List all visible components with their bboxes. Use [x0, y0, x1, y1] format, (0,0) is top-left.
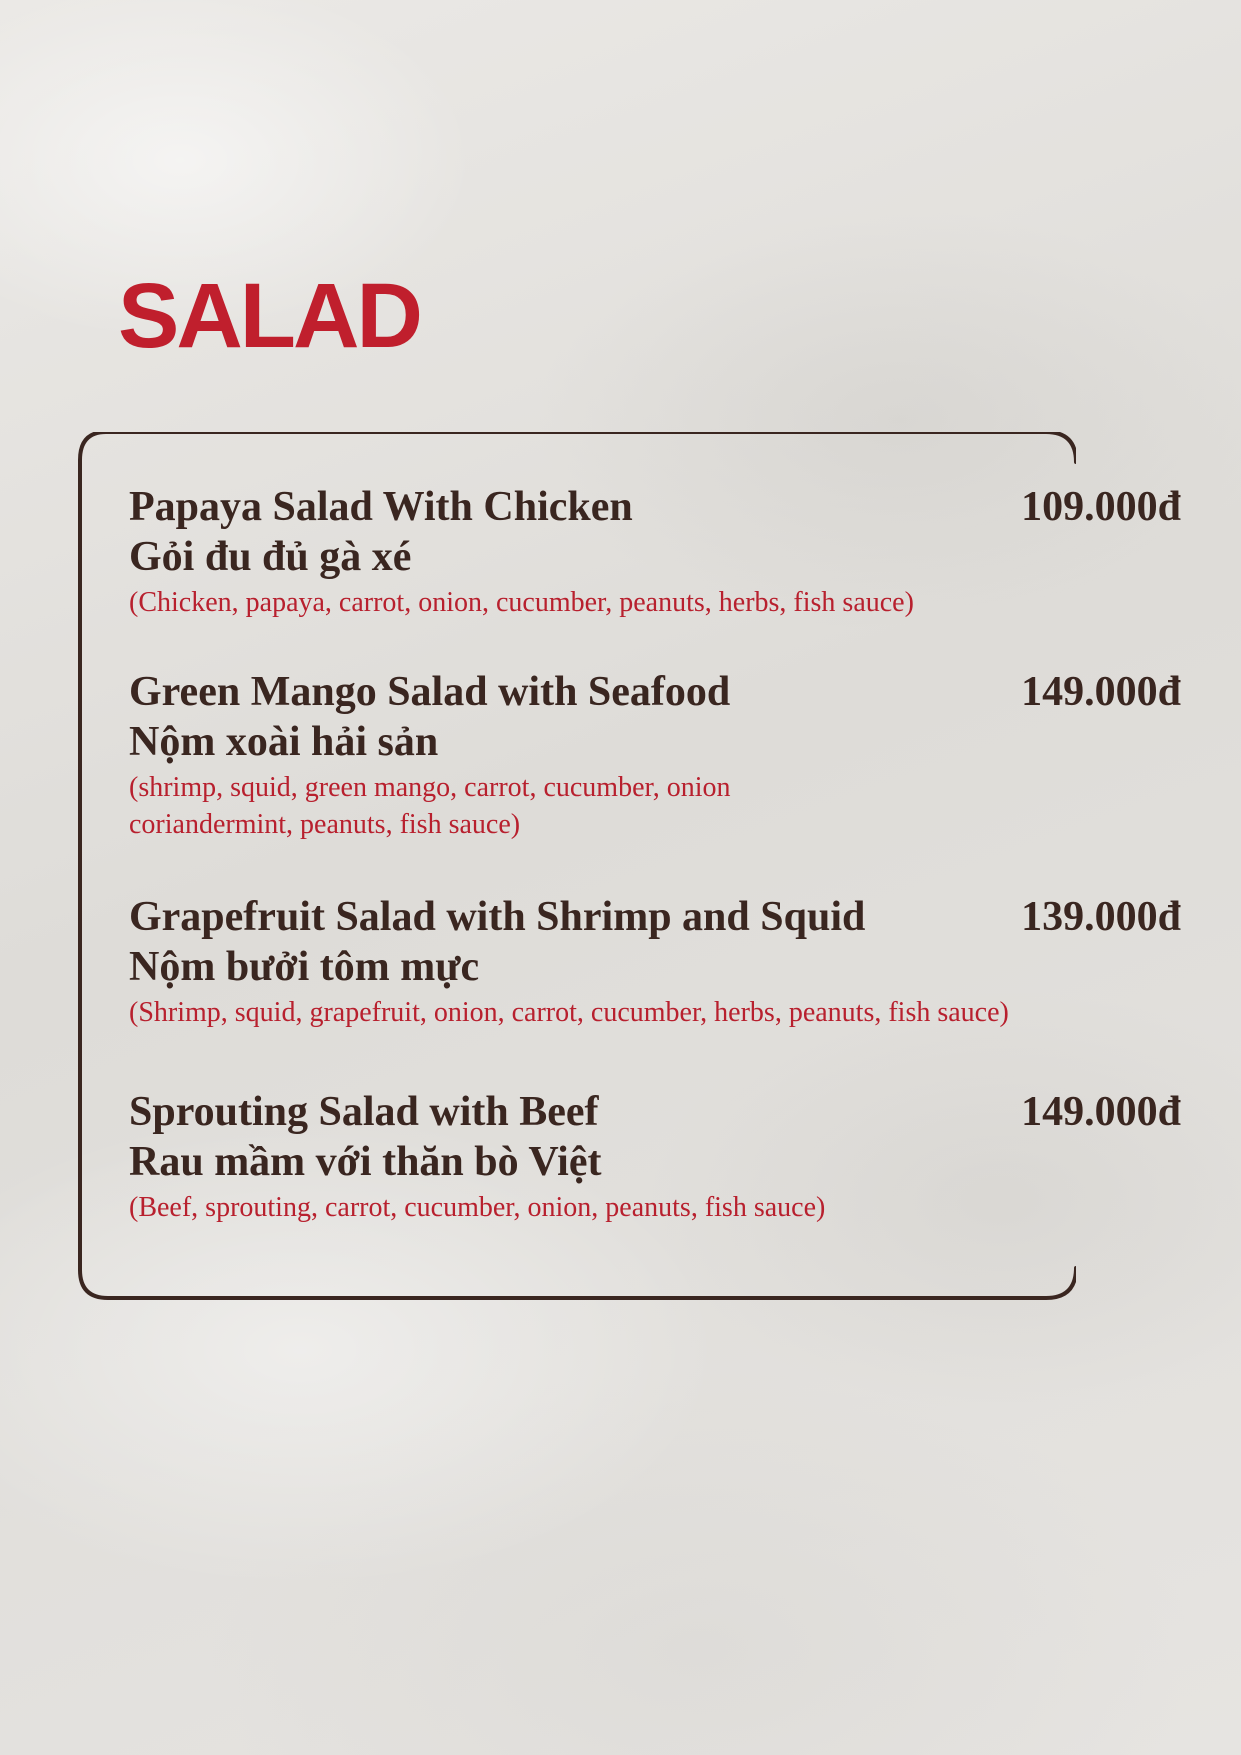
- item-description: [129, 769, 1181, 843]
- item-name-en: Sprouting Salad with Beef: [129, 1089, 599, 1135]
- item-description: [129, 1189, 1181, 1226]
- item-price: 149.000đ: [1021, 669, 1181, 715]
- item-description-line: (Beef, sprouting, carrot, cucumber, onion, peanuts, fish sauce): [129, 1192, 826, 1223]
- item-price: 139.000đ: [1021, 894, 1181, 940]
- item-price: 149.000đ: [1021, 1089, 1181, 1135]
- menu-item-grapefruit-salad: [129, 892, 1181, 1031]
- menu-item-green-mango-salad: [129, 667, 1181, 843]
- page-title: SALAD: [118, 265, 420, 367]
- item-name-vi: Rau mầm với thăn bò Việt: [129, 1139, 602, 1185]
- item-description-line: (shrimp, squid, green mango, carrot, cucumber, onion: [129, 772, 731, 803]
- item-price: 109.000đ: [1021, 484, 1181, 530]
- item-name-vi: Nộm xoài hải sản: [129, 719, 439, 765]
- item-name-vi: Gỏi đu đủ gà xé: [129, 534, 412, 580]
- item-description: [129, 994, 1181, 1031]
- menu-item-sprouting-salad: [129, 1087, 1181, 1226]
- item-description: [129, 584, 1181, 621]
- menu-item-papaya-salad: [129, 482, 1181, 621]
- item-description-line: (Shrimp, squid, grapefruit, onion, carrot, cucumber, herbs, peanuts, fish sauce): [129, 997, 1009, 1028]
- item-name-vi: Nộm bưởi tôm mực: [129, 944, 480, 990]
- item-name-en: Grapefruit Salad with Shrimp and Squid: [129, 894, 866, 940]
- item-name-en: Papaya Salad With Chicken: [129, 484, 633, 530]
- item-description-line: (Chicken, papaya, carrot, onion, cucumber, peanuts, herbs, fish sauce): [129, 587, 914, 618]
- item-description-line: coriandermint, peanuts, fish sauce): [129, 809, 521, 840]
- item-name-en: Green Mango Salad with Seafood: [129, 669, 731, 715]
